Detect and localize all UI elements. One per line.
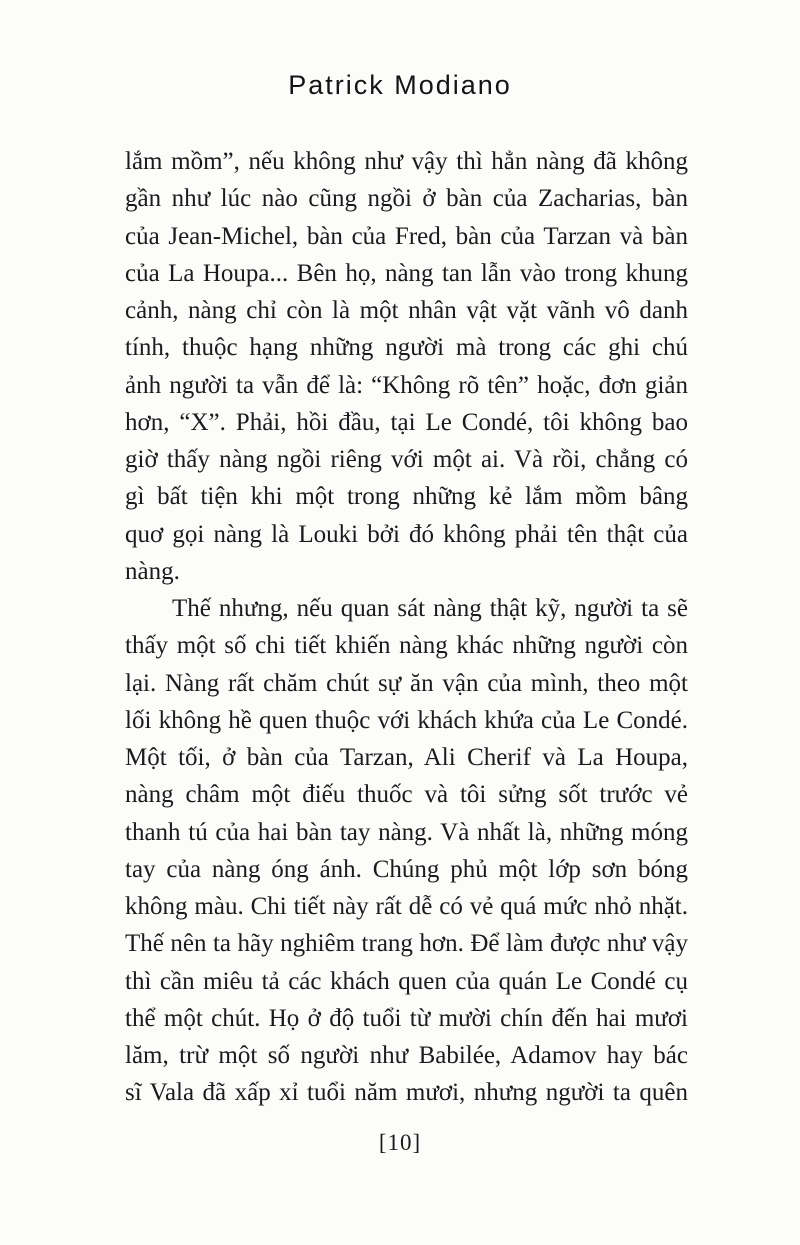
text-line: thì cần miêu tả các khách quen của quán Le Condé cụ <box>125 967 688 995</box>
text-line: lại. Nàng rất chăm chút sự ăn vận của mình, theo một <box>125 669 688 697</box>
text-line: cảnh, nàng chỉ còn là một nhân vật vặt vãnh vô danh <box>125 297 688 324</box>
text-line: tính, thuộc hạng những người mà trong các ghi chú <box>125 334 688 362</box>
text-line: gần như lúc nào cũng ngồi ở bàn của Zacharias, bàn <box>125 185 688 213</box>
text-line: ảnh người ta vẫn để là: “Không rõ tên” hoặc, đơn giản <box>125 371 688 399</box>
text-line: Một tối, ở bàn của Tarzan, Ali Cherif và La Houpa, <box>125 744 688 771</box>
text-line: quơ gọi nàng là Louki bởi đó không phải tên thật của <box>125 520 688 548</box>
text-line: lăm, trừ một số người như Babilée, Adamov hay bác <box>125 1042 688 1069</box>
text-line: sĩ Vala đã xấp xỉ tuổi năm mươi, nhưng người ta quên <box>125 1079 688 1107</box>
text-line: tay của nàng óng ánh. Chúng phủ một lớp sơn bóng <box>125 855 688 883</box>
text-line: lối không hề quen thuộc với khách khứa của Le Condé. <box>125 706 688 734</box>
running-header-author: Patrick Modiano <box>288 70 512 100</box>
text-line: thanh tú của hai bàn tay nàng. Và nhất là, những móng <box>125 818 688 846</box>
text-line: nàng châm một điếu thuốc và tôi sửng sốt trước vẻ <box>125 781 688 809</box>
text-line: Thế nên ta hãy nghiêm trang hơn. Để làm được như vậy <box>125 930 688 958</box>
text-line: nàng. <box>125 557 180 585</box>
text-line: của La Houpa... Bên họ, nàng tan lẫn vào trong khung <box>125 259 688 287</box>
text-line: của Jean-Michel, bàn của Fred, bàn của Tarzan và bàn <box>125 222 688 250</box>
body-text <box>125 143 688 1112</box>
text-line: hơn, “X”. Phải, hồi đầu, tại Le Condé, tôi không bao <box>125 408 688 436</box>
text-line: thấy một số chi tiết khiến nàng khác những người còn <box>125 632 688 660</box>
text-line: Thế nhưng, nếu quan sát nàng thật kỹ, người ta sẽ <box>172 595 688 622</box>
text-line: giờ thấy nàng ngồi riêng với một ai. Và rồi, chẳng có <box>125 446 688 473</box>
page-number: [10] <box>378 1130 422 1155</box>
text-line: gì bất tiện khi một trong những kẻ lắm mồm bâng <box>125 483 688 511</box>
text-line: lắm mồm”, nếu không như vậy thì hẳn nàng đã không <box>125 148 688 175</box>
text-line: thể một chút. Họ ở độ tuổi từ mười chín đến hai mươi <box>125 1004 688 1032</box>
text-line: không màu. Chi tiết này rất dễ có vẻ quá mức nhỏ nhặt. <box>125 893 688 920</box>
